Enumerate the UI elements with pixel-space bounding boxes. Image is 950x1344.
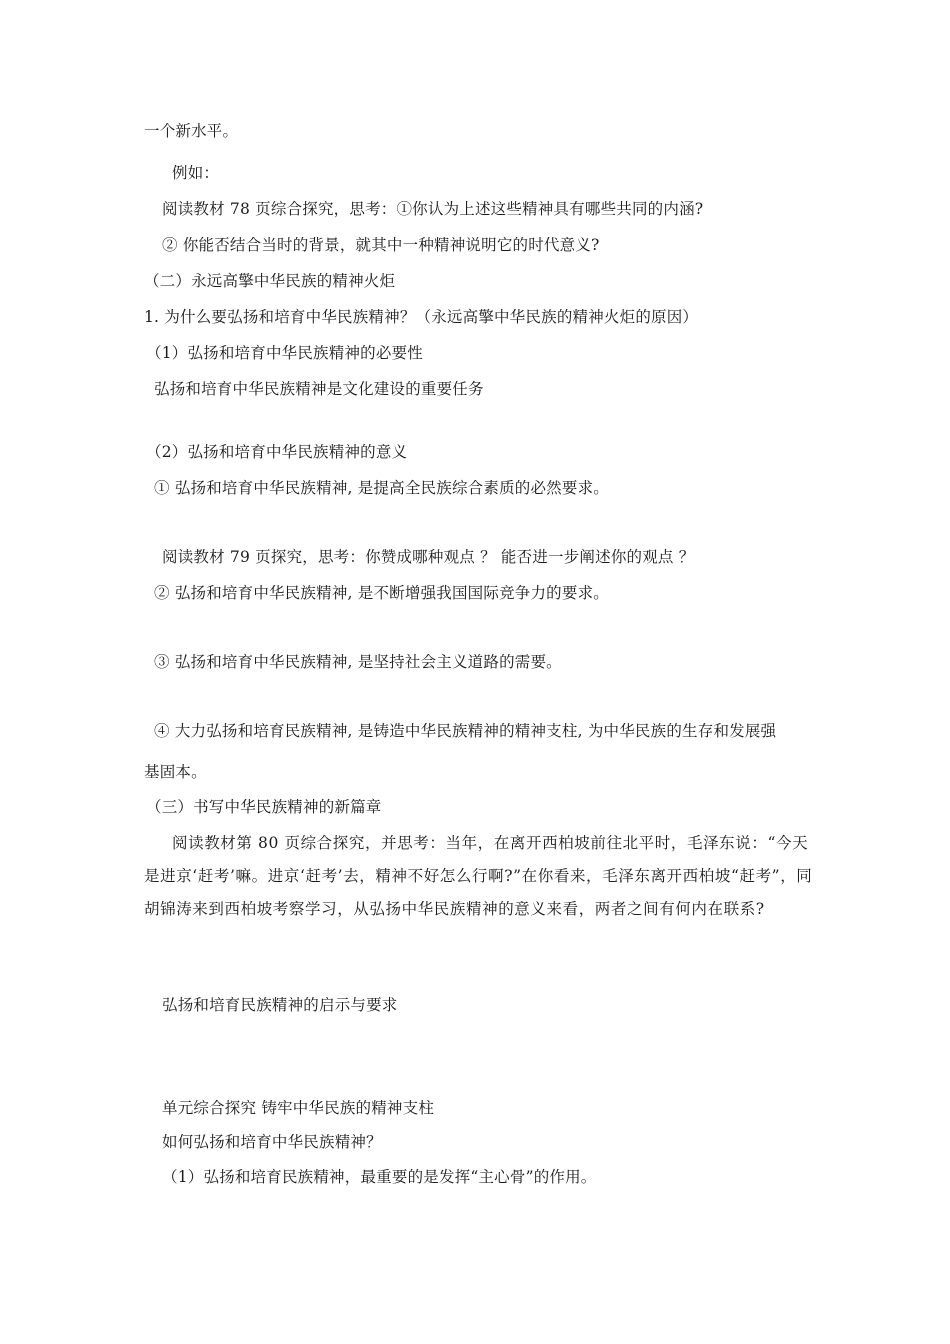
text-line: （1）弘扬和培育民族精神，最重要的是发挥“主心骨”的作用。 [162,1168,597,1186]
section-heading: （三）书写中华民族精神的新篇章 [146,798,382,816]
section-heading: （二）永远高擎中华民族的精神火炬 [144,272,396,290]
text-line: 阅读教材 78 页综合探究，思考：①你认为上述这些精神具有哪些共同的内涵? [162,200,704,218]
paragraph: 阅读教材第 80 页综合探究，并思考：当年，在离开西柏坡前往北平时，毛泽东说：“今天是进京‘赶考’嘛。进京‘赶考’去，精神不好怎么行啊?”在你看来，毛泽东离开西柏坡“赶考”，同胡锦涛来到西柏坡考察学习，从弘扬中华民族精神的意义来看，两者之间有何内在联系? [144,834,813,918]
text-line: 一个新水平。 [144,122,239,140]
text-line: 弘扬和培育民族精神的启示与要求 [162,996,398,1014]
list-item: ① 弘扬和培育中华民族精神, 是提高全民族综合素质的必然要求。 [154,479,609,497]
text-line: 阅读教材 79 页探究，思考：你赞成哪种观点 ？ 能否进一步阐述你的观点 ？ [162,548,695,566]
text-line: 弘扬和培育中华民族精神是文化建设的重要任务 [154,380,484,398]
list-item: ④ 大力弘扬和培育民族精神, 是铸造中华民族精神的精神支柱, 为中华民族的生存和发展强 [154,722,777,740]
text-line: 如何弘扬和培育中华民族精神？ [162,1133,382,1151]
text-line: 例如： [172,164,220,182]
text-line: 基固本。 [144,763,207,781]
text-line: ② 你能否结合当时的背景，就其中一种精神说明它的时代意义? [162,236,600,254]
list-item: ② 弘扬和培育中华民族精神, 是不断增强我国国际竞争力的要求。 [154,584,609,602]
question-heading: 1. 为什么要弘扬和培育中华民族精神？（永远高擎中华民族的精神火炬的原因） [144,308,699,326]
section-heading: 单元综合探究 铸牢中华民族的精神支柱 [162,1099,435,1117]
list-item: ③ 弘扬和培育中华民族精神, 是坚持社会主义道路的需要。 [154,653,562,671]
subheading: （1）弘扬和培育中华民族精神的必要性 [146,344,423,362]
subheading: （2）弘扬和培育中华民族精神的意义 [146,443,408,461]
